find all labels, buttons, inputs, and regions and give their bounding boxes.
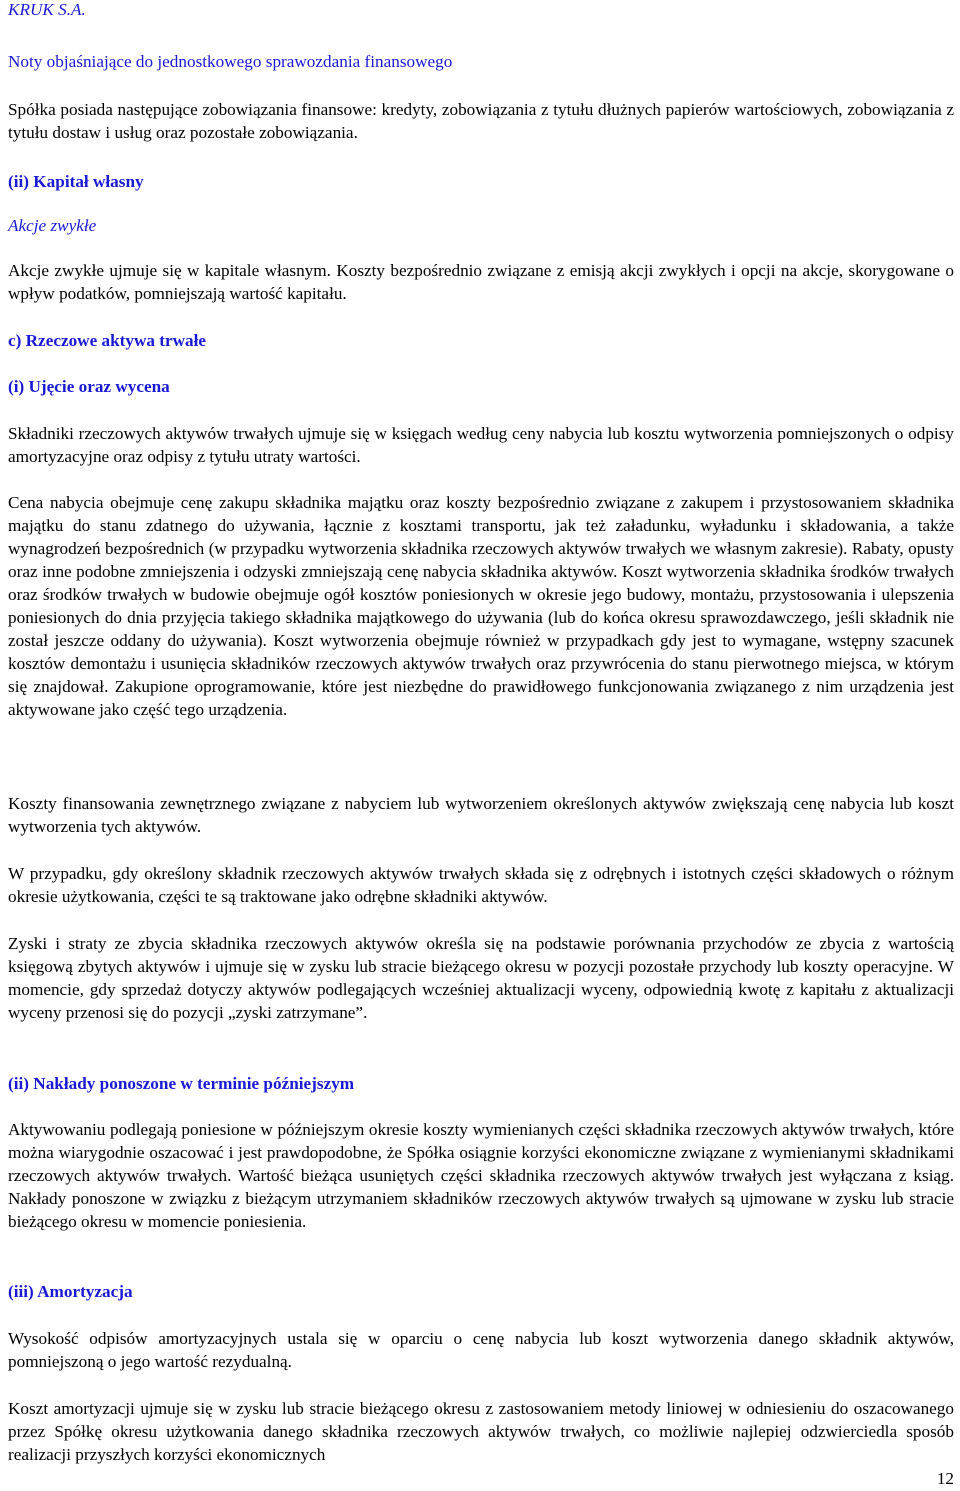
heading-recognition: (i) Ujęcie oraz wycena bbox=[8, 377, 170, 396]
paragraph-recognition-1: Składniki rzeczowych aktywów trwałych ujmuje się w księgach według ceny nabycia lub kosztu wytworzenia pomniejszonych o odpisy amortyzacyjne oraz odpisy z tytułu utraty wartości. bbox=[8, 424, 954, 466]
paragraph-recognition-2: Cena nabycia obejmuje cenę zakupu składnika majątku oraz koszty bezpośrednio związane z zakupem i przystosowaniem składnika majątku do stanu zdatnego do używania, łącznie z kosztami transportu, jak też załadunku, wyładunku i składowania, a także wynagrodzeń bezpośrednich (w przypadku wytworzenia składnika rzeczowych aktywów trwałych we własnym zakresie). Rabaty, opusty oraz inne podobne zmniejszenia i odzyski zmniejszają cenę nabycia składnika aktywów. Koszt wytworzenia składnika środków trwałych oraz środków trwałych w budowie obejmuje ogół kosztów poniesionych w okresie jego budowy, montażu, przystosowania i ulepszenia poniesionych do dnia przyjęcia takiego składnika majątkowego do używania (lub do końca okresu sprawozdawczego, jeśli składnik nie został jeszcze oddany do używania). Koszt wytworzenia obejmuje również w przypadkach gdy jest to wymagane, wstępny szacunek kosztów demontażu i usunięcia składników rzeczowych aktywów trwałych oraz przywrócenia do stanu pierwotnego miejsca, w którym się znajdował. Zakupione oprogramowanie, które jest niezbędne do prawidłowego funkcjonowania związanego z nim urządzenia jest aktywowane jako część tego urządzenia. bbox=[8, 493, 954, 719]
paragraph-depreciation-2: Koszt amortyzacji ujmuje się w zysku lub stracie bieżącego okresu z zastosowaniem metody liniowej w odniesieniu do oszacowanego przez Spółkę okresu użytkowania danego składnika rzeczowych aktywów trwałych, co możliwie najlepiej odzwierciedla sposób realizacji przyszłych korzyści ekonomicznych bbox=[8, 1399, 954, 1464]
paragraph-ordinary-shares: Akcje zwykłe ujmuje się w kapitale własnym. Koszty bezpośrednio związane z emisją akcji zwykłych i opcji na akcje, skorygowane o wpływ podatków, pomniejszają wartość kapitału. bbox=[8, 261, 954, 303]
paragraph-depreciation-1: Wysokość odpisów amortyzacyjnych ustala się w oparciu o cenę nabycia lub koszt wytworzenia danego składnik aktywów, pomniejszoną o jego wartość rezydualną. bbox=[8, 1329, 954, 1371]
paragraph-recognition-5: Zyski i straty ze zbycia składnika rzeczowych aktywów określa się na podstawie porównania przychodów ze zbycia z wartością księgową zbytych aktywów i ujmuje się w zysku lub stracie bieżącego okresu w pozycji pozostałe przychody lub koszty operacyjne. W momencie, gdy sprzedaż dotyczy aktywów podlegających wcześniej aktualizacji wyceny, odpowiednią kwotę z kapitału z aktualizacji wyceny przenosi się do pozycji „zyski zatrzymane”. bbox=[8, 934, 954, 1022]
paragraph-recognition-3: Koszty finansowania zewnętrznego związane z nabyciem lub wytworzeniem określonych aktywów zwiększają cenę nabycia lub koszt wytworzenia tych aktywów. bbox=[8, 794, 954, 836]
paragraph-recognition-4: W przypadku, gdy określony składnik rzeczowych aktywów trwałych składa się z odrębnych i istotnych części składowych o różnym okresie użytkowania, części te są traktowane jako odrębne składniki aktywów. bbox=[8, 864, 954, 906]
paragraph-subsequent-costs: Aktywowaniu podlegają poniesione w późniejszym okresie koszty wymienianych części składnika rzeczowych aktywów trwałych, które można wiarygodnie oszacować i jest prawdopodobne, że Spółka osiągnie korzyści ekonomiczne związane z wymienianymi składnikami rzeczowych aktywów trwałych. Wartość bieżąca usuniętych części składnika rzeczowych aktywów trwałych jest wyłączana z ksiąg. Nakłady ponoszone w związku z bieżącym utrzymaniem składników rzeczowych aktywów trwałych są ujmowane w zysku lub stracie bieżącego okresu w momencie poniesienia. bbox=[8, 1120, 954, 1231]
company-header: KRUK S.A. bbox=[8, 0, 86, 19]
document-title: Noty objaśniające do jednostkowego sprawozdania finansowego bbox=[8, 52, 453, 71]
heading-subsequent-costs: (ii) Nakłady ponoszone w terminie późniejszym bbox=[8, 1074, 355, 1093]
heading-ppe: c) Rzeczowe aktywa trwałe bbox=[8, 331, 207, 350]
page-number: 12 bbox=[936, 1469, 954, 1488]
subheading-ordinary-shares: Akcje zwykłe bbox=[8, 216, 97, 235]
paragraph-liabilities: Spółka posiada następujące zobowiązania finansowe: kredyty, zobowiązania z tytułu dłużnych papierów wartościowych, zobowiązania z tytułu dostaw i usług oraz pozostałe zobowiązania. bbox=[8, 100, 954, 142]
heading-equity: (ii) Kapitał własny bbox=[8, 172, 144, 191]
heading-depreciation: (iii) Amortyzacja bbox=[8, 1282, 133, 1301]
